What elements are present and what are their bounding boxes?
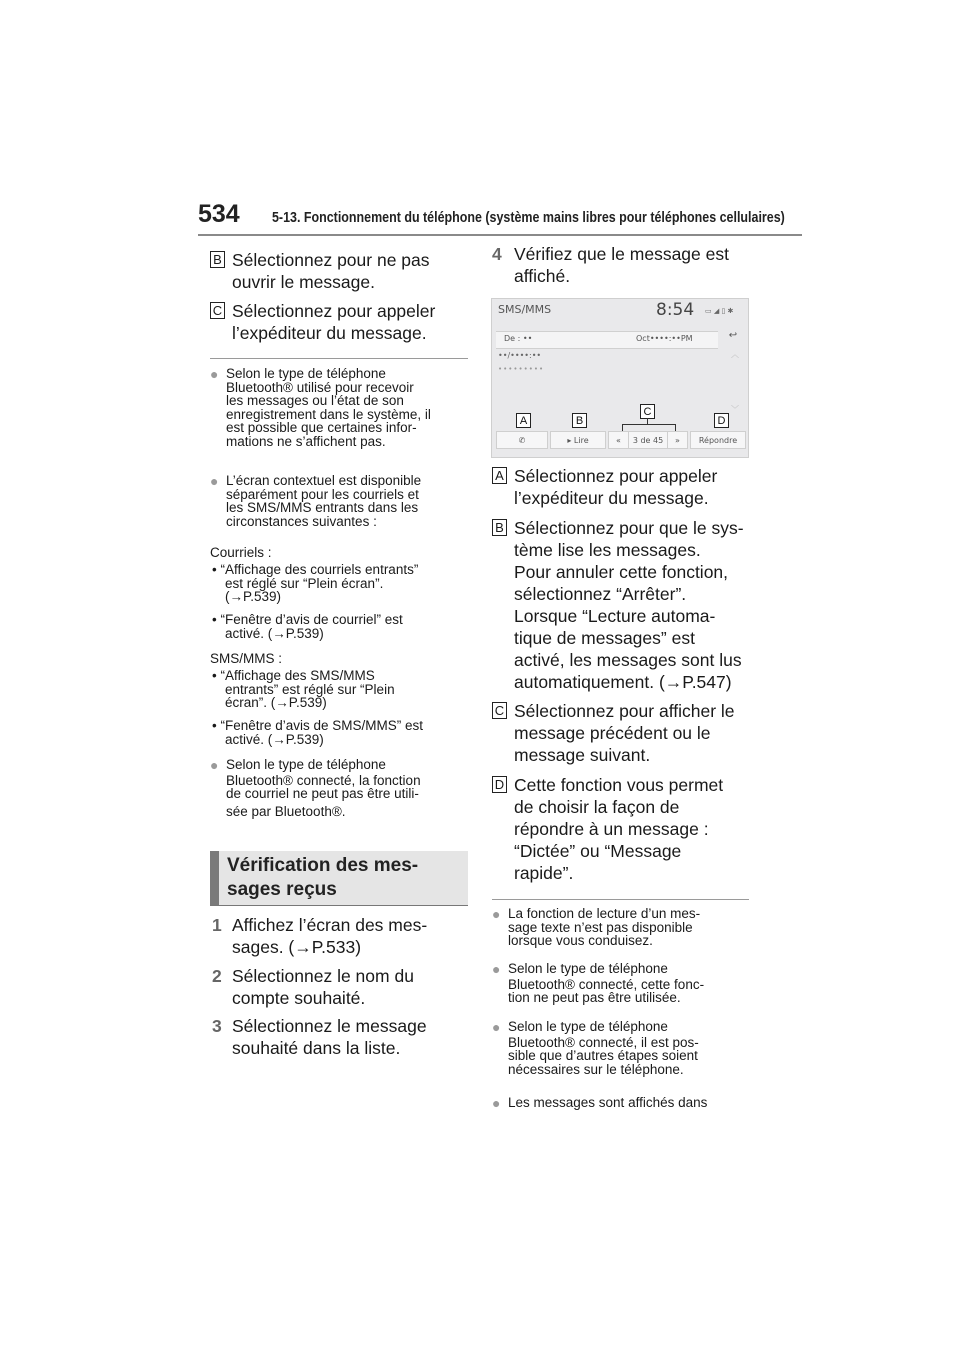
note-line: enregistrement dans le système, il <box>226 406 431 422</box>
note-line: séparément pour les courriels et <box>226 486 419 502</box>
note-line: les SMS/MMS entrants dans les <box>226 500 419 515</box>
note-line: tion ne peut pas être utilisée. <box>508 990 681 1005</box>
callout-c-leader <box>647 418 648 424</box>
note-line: nécessaires sur le téléphone. <box>508 1061 684 1077</box>
step-number: 4 <box>492 244 502 264</box>
note-line: sage texte n’est pas disponible <box>508 919 693 935</box>
page-number: 534 <box>198 200 240 228</box>
read-button[interactable]: ▸ Lire <box>550 431 606 449</box>
note-line: lorsque vous conduisez. <box>508 933 653 948</box>
section-underline <box>210 905 468 906</box>
note-line: Bluetooth® connecté, cette fonc- <box>508 976 705 992</box>
item-line: “Dictée” ou “Message <box>514 841 682 861</box>
bullet-dot-icon: ● <box>492 961 501 977</box>
item-line: automatiquement. (→P.547) <box>514 672 732 692</box>
note-line: L’écran contextuel est disponible <box>226 473 422 488</box>
section-title-line: Vérification des mes- <box>227 855 419 876</box>
message-date: Oct••••:••PM <box>636 334 693 343</box>
call-sender-button[interactable] <box>496 431 548 449</box>
courriels-item-2 <box>212 613 403 640</box>
step-line: Vérifiez que le message est <box>514 244 729 264</box>
item-line: l’expéditeur du message. <box>232 323 427 343</box>
list-line: est réglé sur “Plein écran”. <box>225 575 384 591</box>
note-line: de courriel ne peut pas être utili- <box>226 786 419 801</box>
bullet-dot-icon: ● <box>210 757 219 773</box>
notes-divider-right <box>492 899 749 900</box>
note-line: Bluetooth® utilisé pour recevoir <box>226 379 414 395</box>
item-line: Sélectionnez pour appeler <box>514 466 718 486</box>
callout-c-bracket <box>622 424 676 431</box>
item-line: tème lise les messages. <box>514 540 701 560</box>
item-line: activé, les messages sont lus <box>514 650 742 670</box>
section-accent-bar <box>210 851 219 905</box>
notes-divider <box>210 358 468 359</box>
step-line: Sélectionnez le nom du <box>232 966 414 986</box>
item-line: Sélectionnez pour que le sys- <box>514 518 744 538</box>
step-number: 3 <box>212 1016 222 1036</box>
note-line: les messages ou l’état de son <box>226 393 404 408</box>
step-line: souhaité dans la liste. <box>232 1038 401 1058</box>
header-divider <box>198 234 802 236</box>
next-message-button[interactable]: » <box>668 431 688 449</box>
callout-c: C <box>640 404 655 419</box>
item-line: Pour annuler cette fonction, <box>514 562 729 582</box>
sms-item-1 <box>212 669 395 710</box>
item-line: sélectionnez “Arrêter”. <box>514 584 687 604</box>
callout-b: B <box>572 413 587 428</box>
sender-field: De : •• <box>504 334 533 343</box>
note-line: Selon le type de téléphone <box>508 1019 668 1034</box>
list-line: • “Fenêtre d’avis de SMS/MMS” est <box>212 718 424 733</box>
step-line: Sélectionnez le message <box>232 1016 427 1036</box>
note-line: Bluetooth® connecté, la fonction <box>226 772 421 788</box>
note-line: Selon le type de téléphone <box>508 961 668 976</box>
note-line: Les messages sont affichés dans <box>508 1095 708 1110</box>
note-line: est possible que certaines infor- <box>226 420 417 435</box>
list-line: entrants” est réglé sur “Plein <box>225 681 395 697</box>
item-line: Lorsque “Lecture automa- <box>514 606 716 626</box>
courriels-item-1 <box>212 563 418 604</box>
item-line: ouvrir le message. <box>232 272 375 292</box>
sms-screen <box>491 298 749 458</box>
note-line: sible que d’autres étapes soient <box>508 1048 698 1063</box>
callout-a: A <box>516 413 531 428</box>
badge-c: C <box>492 702 507 719</box>
courriels-label: Courriels : <box>210 545 272 560</box>
list-line: (→P.539) <box>225 589 282 604</box>
list-line: • “Affichage des courriels entrants” <box>212 562 419 577</box>
item-line: rapide”. <box>514 863 574 883</box>
item-line: l’expéditeur du message. <box>514 488 709 508</box>
sender-bar <box>496 331 718 349</box>
sms-label: SMS/MMS : <box>210 651 283 666</box>
scroll-up-icon[interactable]: ︿ <box>731 350 739 359</box>
step-number: 1 <box>212 915 222 935</box>
sms-item-2 <box>212 719 423 746</box>
bullet-dot-icon: ● <box>492 906 501 922</box>
note-line: mations ne s’affichent pas. <box>226 433 386 449</box>
message-line-2: ••••••••• <box>498 365 545 373</box>
scrollbar[interactable] <box>728 349 742 429</box>
badge-b: B <box>210 251 225 268</box>
note-line: Bluetooth® connecté, il est pos- <box>508 1034 699 1050</box>
scroll-down-icon[interactable]: ﹀ <box>731 405 739 414</box>
step-line: Affichez l’écran des mes- <box>232 915 428 935</box>
list-line: • “Affichage des SMS/MMS <box>212 668 375 683</box>
item-line: de choisir la façon de <box>514 797 680 817</box>
step-line: compte souhaité. <box>232 988 366 1008</box>
note-line: sée par Bluetooth®. <box>226 803 346 819</box>
screen-title: SMS/MMS <box>498 303 552 316</box>
list-line: activé. (→P.539) <box>225 625 324 641</box>
note-line: La fonction de lecture d’un mes- <box>508 906 701 921</box>
signal-status-icon: ▭ ◢ ▯ ✱ <box>705 307 734 315</box>
badge-d: D <box>492 776 507 793</box>
phone-icon: ✆ <box>518 435 526 445</box>
step-number: 2 <box>212 966 222 986</box>
item-line: Sélectionnez pour afficher le <box>514 701 735 721</box>
badge-a: A <box>492 467 507 484</box>
bullet-dot-icon: ● <box>210 473 219 489</box>
step-line: sages. (→P.533) <box>232 937 362 957</box>
badge-b: B <box>492 519 507 536</box>
item-line: Sélectionnez pour ne pas <box>232 250 430 270</box>
badge-c: C <box>210 302 225 319</box>
list-line: • “Fenêtre d’avis de courriel” est <box>212 612 403 627</box>
note-line: Selon le type de téléphone <box>226 366 386 381</box>
item-line: Cette fonction vous permet <box>514 775 724 795</box>
step-line: affiché. <box>514 266 571 286</box>
note-line: circonstances suivantes : <box>226 513 377 529</box>
item-line: Sélectionnez pour appeler <box>232 301 436 321</box>
back-icon[interactable]: ↩ <box>728 330 738 341</box>
message-line-1: ••/••••:•• <box>498 351 542 360</box>
previous-message-button[interactable]: « <box>608 431 628 449</box>
reply-button[interactable]: Répondre <box>690 431 746 449</box>
bullet-dot-icon: ● <box>492 1019 501 1035</box>
item-line: répondre à un message : <box>514 819 709 839</box>
chapter-title: 5-13. Fonctionnement du téléphone (système mains libres pour téléphones cellulaires) <box>272 210 785 226</box>
section-heading <box>210 851 468 905</box>
message-counter: 3 de 45 <box>628 431 668 449</box>
item-line: message suivant. <box>514 745 651 765</box>
screen-clock: 8:54 <box>656 300 695 320</box>
bullet-dot-icon: ● <box>210 366 219 382</box>
list-line: écran”. (→P.539) <box>225 695 327 710</box>
section-title-line: sages reçus <box>227 879 337 900</box>
note-line: Selon le type de téléphone <box>226 757 386 772</box>
bullet-dot-icon: ● <box>492 1095 501 1111</box>
item-line: tique de messages” est <box>514 628 695 648</box>
item-line: message précédent ou le <box>514 723 711 743</box>
callout-d: D <box>714 413 729 428</box>
list-line: activé. (→P.539) <box>225 731 324 747</box>
